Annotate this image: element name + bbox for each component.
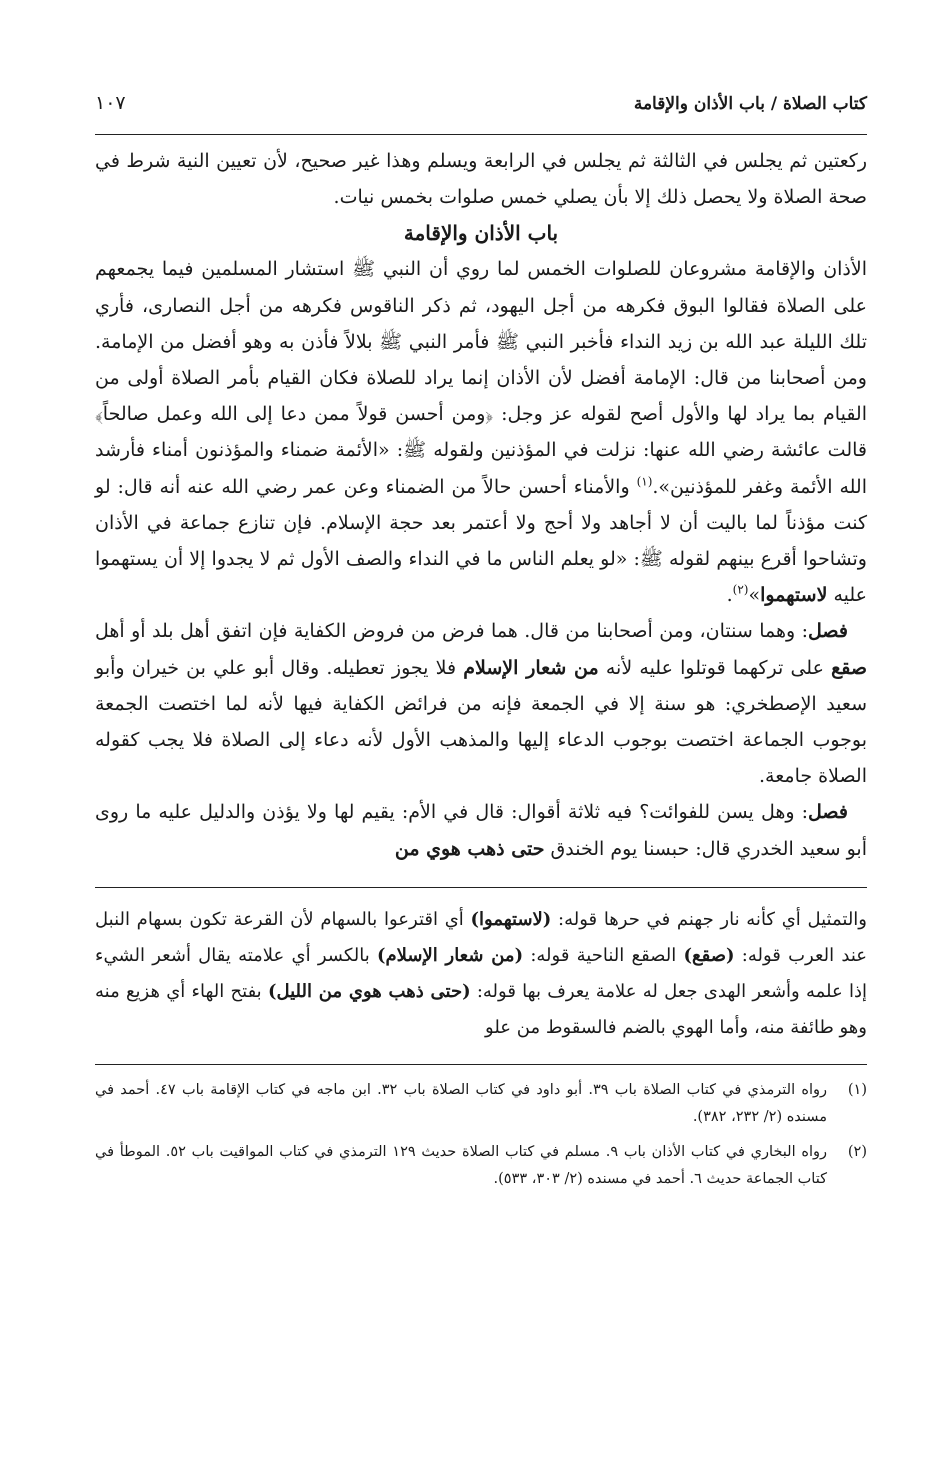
gloss-term-saqa: (صقع) [683,944,735,966]
footnotes-rule [95,1064,867,1065]
adhan-text-end: . [726,584,733,607]
bold-phrase-shiar: من شعار الإسلام [463,656,599,679]
footnote-1 [95,1077,867,1131]
page-number: ١٠٧ [95,92,126,114]
fasl-text: : وهما سنتان، ومن أصحابنا من قال. هما فرض من فروض الكفاية فإن اتفق أهل بلد أو أهل [95,620,809,643]
fasl-heading-2: فصل [808,801,848,824]
footnote-number: (٢) [847,1143,867,1160]
commentary-paragraph [95,902,867,1046]
footnote-text: رواه البخاري في كتاب الأذان باب ٩. مسلم في كتاب الصلاة حديث ١٢٩ الترمذي في كتاب المواقيت باب ٥٢. الموطأ في كتاب الجماعة حديث ٦. أحمد في مسنده (٢/ ٣٠٣، ٥٣٣). [95,1143,827,1187]
footnote-text: رواه الترمذي في كتاب الصلاة باب ٣٩. أبو داود في كتاب الصلاة باب ٣٢. ابن ماجه في كتاب الإقامة باب ٤٧. أحمد في مسنده (٢/ ٢٣٢، ٣٨٢). [95,1081,827,1125]
fasl-sunnah-paragraph [95,613,867,794]
fasl-fawait-paragraph [95,794,867,866]
book-page [95,92,867,1201]
gloss-text-4: بالكسر أي علامته يقال أشعر الشيء إذا علمه وأشعر الهدى جعل له علامة يعرف بها قوله: [95,944,868,1002]
fasl-heading: فصل [808,620,848,643]
fasl-text-end: فلا يجوز تعطيله. وقال أبو علي بن خيران وأبو سعيد الإصطخري: هو سنة إلا في الجمعة فإنه من فرائض الكفاية فيها لأنه لما اختصت الجمعة بوجوب الجماعة اختصت بوجوب الدعاء إليها والمذهب الأول لأنه دعاء إلى الصلاة فلا يجب كقوله الصلاة جامعة. [95,656,867,788]
gloss-text-3: الصقع الناحية قوله: [523,944,684,966]
gloss-text: والتمثيل أي كأنه نار جهنم في حرها قوله: [551,908,867,930]
gloss-term-shiar: (من شعار الإسلام) [376,944,524,966]
gloss-term-lastahamu: (لاستهموا) [470,908,552,930]
footnote-number: (١) [847,1081,867,1098]
running-title: كتاب الصلاة / باب الأذان والإقامة [633,94,867,114]
footnote-ref-2: (٢) [732,582,749,597]
quote-close: » [748,584,761,607]
bold-word-saqa: صقع [831,656,867,679]
bold-phrase-hawi: حتى ذهب هوي من [394,837,545,860]
footnote-ref-1: (١) [636,474,653,489]
gloss-text-5: بفتح الهاء أي هزيع منه وهو طائفة منه، وأما الهوي بالضم فالسقوط من علو [95,980,867,1038]
commentary-rule [95,887,867,888]
adhan-paragraph [95,251,867,613]
fasl-fawait-text: : وهل يسن للفوائت؟ فيه ثلاثة أقوال: قال في الأم: يقيم لها ولا يؤذن والدليل عليه ما روى أبو سعيد الخدري قال: حبسنا يوم الخندق [95,801,867,860]
page-header [95,92,867,132]
adhan-text: الأذان والإقامة مشروعان للصلوات الخمس لما روي أن النبي ﷺ استشار المسلمين فيما يجمعهم على الصلاة فقالوا البوق فكرهه من أجل اليهود، ثم ذكر الناقوس فكرهه من أجل النصارى، فأري تلك الليلة عبد الله بن زيد النداء فأخبر النبي ﷺ فأمر النبي ﷺ بلالاً فأذن به وهو أفضل من الإمامة. ومن أصحابنا من قال: الإمامة أفضل لأن الأذان إنما يراد للصلاة فكان القيام بأمر الصلاة أولى من القيام بما يراد لها والأول أصح لقوله عز وجل: ﴿ومن أحسن قولاً ممن دعا إلى الله وعمل صالحاً﴾ قالت عائشة رضي الله عنها: نزلت في المؤذنين ولقوله ﷺ: «الأئمة ضمناء والمؤذنون أمناء فأرشد الله الأئمة وغفر للمؤذنين». [95,258,867,498]
footnote-2 [95,1139,867,1193]
adhan-text-cont: والأمناء أحسن حالاً من الضمناء وعن عمر رضي الله عنه أنه قال: لو كنت مؤذناً لما باليت أن لا أجاهد ولا أحج ولا أعتمر بعد حجة الإسلام. فإن تنازع جماعة في الأذان وتشاحوا أقرع بينهم لقوله ﷺ: «لو يعلم الناس ما في النداء والصف الأول ثم لا يجدوا إلا أن يستهموا عليه [95,475,867,607]
bold-word-lastahamu: لاستهموا [760,584,828,607]
header-rule [95,134,867,135]
chapter-title: باب الأذان والإقامة [403,221,559,246]
gloss-term-hawi: (حتى ذهب هوي من الليل) [267,980,471,1002]
intro-paragraph: ركعتين ثم يجلس في الثالثة ثم يجلس في الرابعة ويسلم وهذا غير صحيح، لأن تعيين النية شرط في صحة الصلاة ولا يحصل ذلك إلا بأن يصلي خمس صلوات بخمس نيات. [95,150,868,209]
gloss-text-2: أي اقترعوا بالسهام لأن القرعة تكون بسهام النبل عند العرب قوله: [95,908,867,966]
fasl-text-cont: على تركهما قوتلوا عليه لأنه [598,656,832,679]
